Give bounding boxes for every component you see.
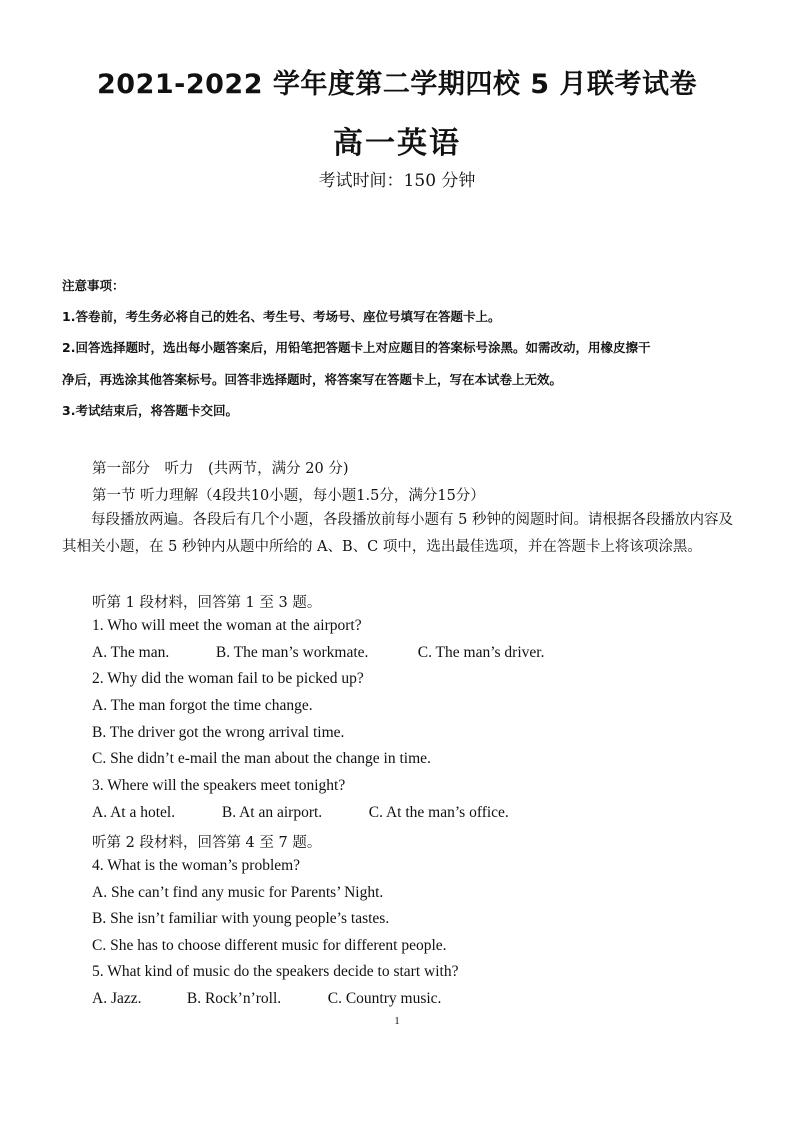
q1-option-c: C. The man’s driver. (417, 644, 545, 661)
q3-option-c: C. At the man’s office. (368, 804, 509, 821)
q3-option-a: A. At a hotel. (92, 804, 176, 821)
notice-item-2: 2.回答选择题时，选出每小题答案后，用铅笔把答题卡上对应题目的答案标号涂黑。如需改动，用橡皮擦干 (62, 340, 651, 355)
notice-heading: 注意事项： (62, 278, 125, 293)
exam-time: 考试时间：150 分钟 (318, 171, 476, 191)
q1-stem: 1. Who will meet the woman at the airport? (92, 617, 362, 634)
q4-option-c: C. She has to choose different music for different people. (92, 937, 447, 954)
notice-item-1: 1.答卷前，考生务必将自己的姓名、考生号、考场号、座位号填写在答题卡上。 (62, 309, 501, 324)
exam-subject: 高一英语 (333, 126, 461, 161)
q1-option-a: A. The man. (92, 644, 170, 661)
material-2-label: 听第 2 段材料，回答第 4 至 7 题。 (92, 835, 322, 851)
q5-options (92, 990, 441, 1008)
q3-option-b: B. At an airport. (221, 804, 323, 821)
page-number: 1 (394, 1015, 400, 1027)
material-1-label: 听第 1 段材料，回答第 1 至 3 题。 (92, 595, 322, 611)
q5-stem: 5. What kind of music do the speakers decide to start with? (92, 963, 459, 980)
q4-stem: 4. What is the woman’s problem? (92, 857, 301, 874)
q4-option-a: A. She can’t find any music for Parents’ Night. (92, 884, 384, 901)
q5-option-a: A. Jazz. (92, 990, 142, 1007)
q3-options (92, 804, 509, 822)
q2-stem: 2. Why did the woman fail to be picked up? (92, 670, 364, 687)
q2-option-a: A. The man forgot the time change. (92, 697, 313, 714)
part1-heading: 第一部分 听力 (共两节，满分 20 分) (92, 461, 349, 477)
q1-option-b: B. The man’s workmate. (215, 644, 369, 661)
q5-option-c: C. Country music. (327, 990, 442, 1007)
notice-item-3: 3.考试结束后，将答题卡交回。 (62, 403, 238, 418)
q4-option-b: B. She isn’t familiar with young people’s tastes. (92, 910, 390, 927)
listening-instructions: 每段播放两遍。各段后有几个小题，各段播放前每小题有 5 秒钟的阅题时间。请根据各段播放内容及其相关小题，在 5 秒钟内从题中所给的 A、B、C 项中，选出最佳选项，并在答题卡上将该项涂黑。 (62, 512, 733, 555)
exam-title: 2021-2022 学年度第二学期四校 5 月联考试卷 (97, 69, 697, 100)
q3-stem: 3. Where will the speakers meet tonight? (92, 777, 346, 794)
notice-item-2-cont: 净后，再选涂其他答案标号。回答非选择题时，将答案写在答题卡上，写在本试卷上无效。 (62, 372, 563, 387)
q1-options (92, 644, 544, 662)
q2-option-c: C. She didn’t e-mail the man about the change in time. (92, 750, 431, 767)
q5-option-b: B. Rock’n’roll. (186, 990, 282, 1007)
section1-heading: 第一节 听力理解（4段共10小题，每小题1.5分，满分15分） (92, 488, 485, 504)
q2-option-b: B. The driver got the wrong arrival time. (92, 724, 345, 741)
